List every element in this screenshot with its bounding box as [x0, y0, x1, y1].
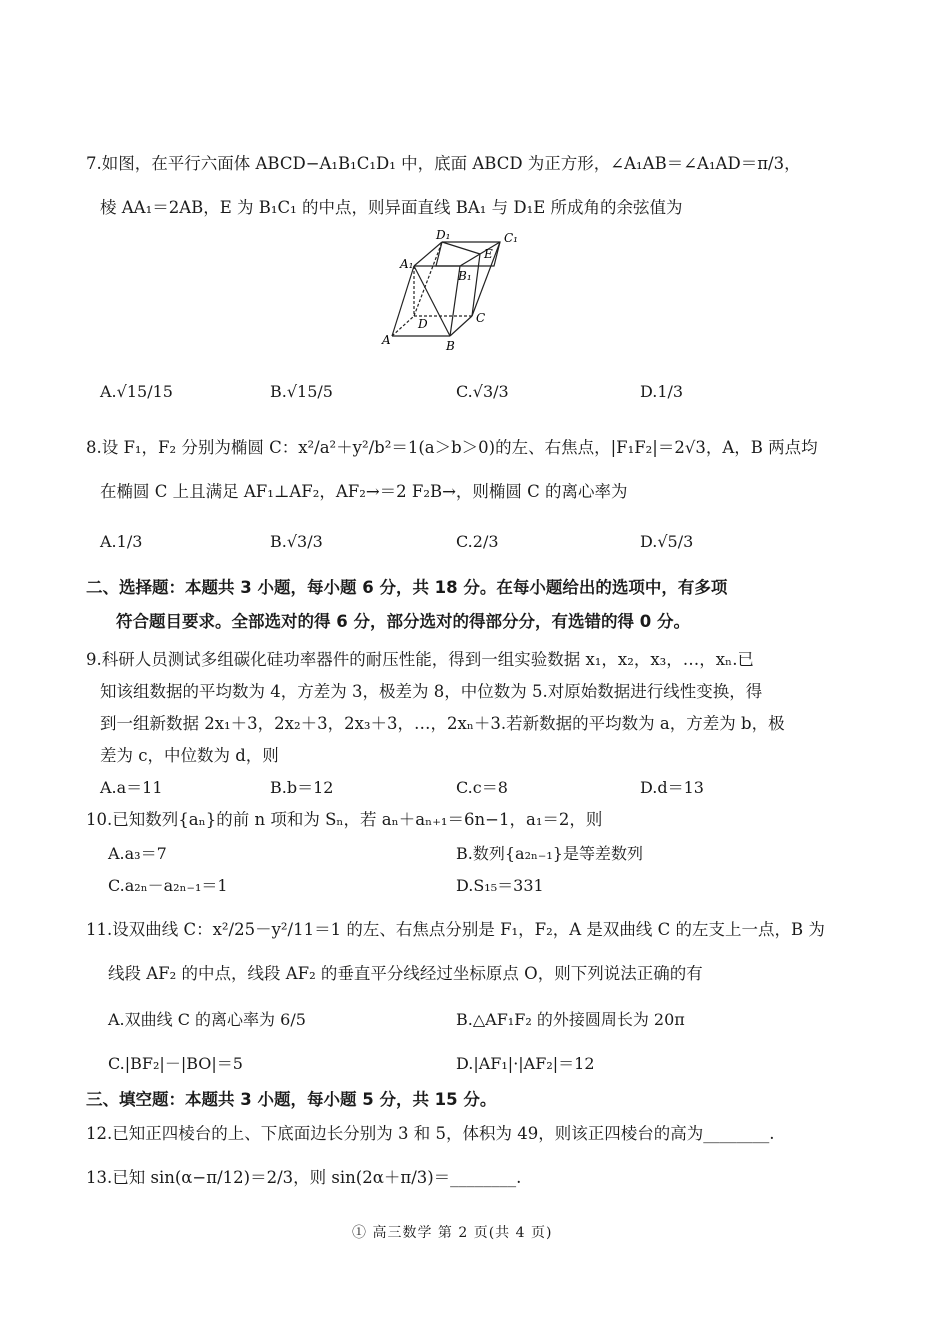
- q11-option-a: A.双曲线 C 的离心率为 6/5: [108, 1010, 306, 1029]
- section2-heading-line2: 符合题目要求。全部选对的得 6 分，部分选对的得部分分，有选错的得 0 分。: [116, 612, 690, 631]
- q9-option-a: A.a＝11: [100, 778, 163, 797]
- q7-line2: 棱 AA₁＝2AB，E 为 B₁C₁ 的中点，则异面直线 BA₁ 与 D₁E 所成角的余弦值为: [100, 198, 683, 217]
- label-a1: A₁: [400, 257, 414, 271]
- q9-line2: 知该组数据的平均数为 4，方差为 3，极差为 8，中位数为 5.对原始数据进行线性变换，得: [100, 682, 763, 701]
- label-b: B: [446, 339, 455, 353]
- q9-option-b: B.b＝12: [270, 778, 334, 797]
- label-d: D: [418, 317, 428, 331]
- q9-line3: 到一组新数据 2x₁＋3，2x₂＋3，2x₃＋3，…，2xₙ＋3.若新数据的平均数为 a，方差为 b，极: [100, 714, 785, 733]
- q9-line4: 差为 c，中位数为 d，则: [100, 746, 279, 765]
- q10-option-b: B.数列{a₂ₙ₋₁}是等差数列: [456, 844, 643, 863]
- label-b1: B₁: [458, 269, 472, 283]
- q11-option-d: D.|AF₁|·|AF₂|＝12: [456, 1054, 595, 1073]
- q7-option-c: C.√3/3: [456, 382, 509, 401]
- label-d1: D₁: [436, 228, 451, 242]
- q8-option-b: B.√3/3: [270, 532, 323, 551]
- q7-option-a: A.√15/15: [100, 382, 173, 401]
- q13-line1: 13.已知 sin(α−π/12)＝2/3，则 sin(2α＋π/3)＝________.: [86, 1168, 522, 1187]
- q11-line1: 11.设双曲线 C：x²/25－y²/11＝1 的左、右焦点分别是 F₁，F₂，A 是双曲线 C 的左支上一点，B 为: [86, 920, 825, 939]
- label-e: E: [484, 247, 493, 261]
- q10-option-c: C.a₂ₙ－a₂ₙ₋₁＝1: [108, 876, 228, 895]
- q7-line1: 7.如图，在平行六面体 ABCD−A₁B₁C₁D₁ 中，底面 ABCD 为正方形，∠A₁AB＝∠A₁AD＝π/3，: [86, 154, 801, 173]
- q7-option-d: D.1/3: [640, 382, 684, 401]
- q10-option-d: D.S₁₅＝331: [456, 876, 544, 895]
- section3-heading: 三、填空题：本题共 3 小题，每小题 5 分，共 15 分。: [86, 1090, 497, 1109]
- q8-line1: 8.设 F₁，F₂ 分别为椭圆 C：x²/a²＋y²/b²＝1(a＞b＞0)的左、右焦点，|F₁F₂|＝2√3，A，B 两点均: [86, 438, 818, 457]
- q7-option-b: B.√15/5: [270, 382, 333, 401]
- section2-heading-line1: 二、选择题：本题共 3 小题，每小题 6 分，共 18 分。在每小题给出的选项中，有多项: [86, 578, 728, 597]
- q10-line1: 10.已知数列{aₙ}的前 n 项和为 Sₙ，若 aₙ＋aₙ₊₁＝6n−1，a₁＝2，则: [86, 810, 603, 829]
- q11-option-b: B.△AF₁F₂ 的外接圆周长为 20π: [456, 1010, 685, 1029]
- q12-line1: 12.已知正四棱台的上、下底面边长分别为 3 和 5，体积为 49，则该正四棱台的高为________.: [86, 1124, 775, 1143]
- q11-line2: 线段 AF₂ 的中点，线段 AF₂ 的垂直平分线经过坐标原点 O，则下列说法正确的有: [108, 964, 703, 983]
- q8-option-c: C.2/3: [456, 532, 499, 551]
- q8-option-a: A.1/3: [100, 532, 143, 551]
- label-c1: C₁: [504, 231, 518, 245]
- q9-option-c: C.c＝8: [456, 778, 508, 797]
- q8-option-d: D.√5/3: [640, 532, 694, 551]
- q9-line1: 9.科研人员测试多组碳化硅功率器件的耐压性能，得到一组实验数据 x₁，x₂，x₃，…，xₙ.已: [86, 650, 754, 669]
- label-c: C: [476, 311, 486, 325]
- page-footer: ① 高三数学 第 2 页(共 4 页): [352, 1225, 553, 1241]
- q10-option-a: A.a₃＝7: [108, 844, 167, 863]
- q11-option-c: C.|BF₂|－|BO|＝5: [108, 1054, 243, 1073]
- q9-option-d: D.d＝13: [640, 778, 704, 797]
- label-a: A: [382, 333, 391, 347]
- parallelepiped-figure: [380, 228, 540, 358]
- q8-line2: 在椭圆 C 上且满足 AF₁⊥AF₂，AF₂→＝2 F₂B→，则椭圆 C 的离心率为: [100, 482, 628, 501]
